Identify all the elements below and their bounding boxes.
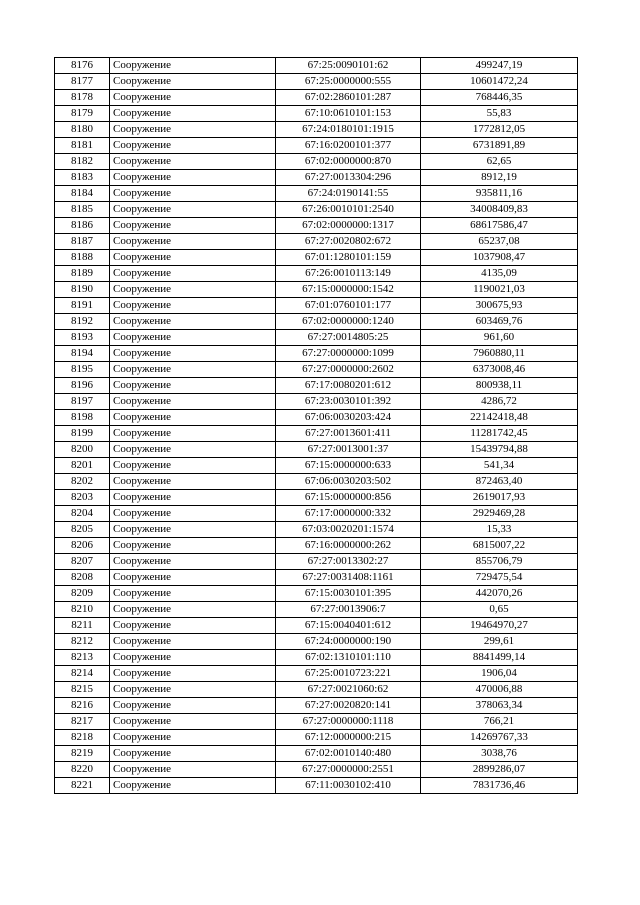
row-number-cell: 8191 [55, 298, 110, 314]
object-type-cell: Сооружение [110, 698, 276, 714]
table-row [55, 74, 578, 90]
table-row [55, 442, 578, 458]
cadastral-number-cell: 67:11:0030102:410 [276, 778, 421, 794]
cadastral-number-cell: 67:27:0013304:296 [276, 170, 421, 186]
object-type-cell: Сооружение [110, 154, 276, 170]
table-row [55, 618, 578, 634]
cadastral-value-cell: 1906,04 [421, 666, 578, 682]
row-number-cell: 8213 [55, 650, 110, 666]
cadastral-number-cell: 67:27:0000000:1099 [276, 346, 421, 362]
row-number-cell: 8211 [55, 618, 110, 634]
table-row [55, 202, 578, 218]
object-type-cell: Сооружение [110, 554, 276, 570]
table-row [55, 234, 578, 250]
cadastral-number-cell: 67:15:0030101:395 [276, 586, 421, 602]
table-row [55, 522, 578, 538]
cadastral-value-cell: 442070,26 [421, 586, 578, 602]
cadastral-value-cell: 6373008,46 [421, 362, 578, 378]
cadastral-value-cell: 7831736,46 [421, 778, 578, 794]
cadastral-number-cell: 67:24:0180101:1915 [276, 122, 421, 138]
cadastral-value-cell: 15,33 [421, 522, 578, 538]
cadastral-number-cell: 67:25:0010723:221 [276, 666, 421, 682]
object-type-cell: Сооружение [110, 378, 276, 394]
cadastral-value-cell: 3038,76 [421, 746, 578, 762]
table-row [55, 250, 578, 266]
cadastral-value-cell: 1190021,03 [421, 282, 578, 298]
object-type-cell: Сооружение [110, 74, 276, 90]
row-number-cell: 8186 [55, 218, 110, 234]
cadastral-number-cell: 67:02:0000000:1240 [276, 314, 421, 330]
row-number-cell: 8180 [55, 122, 110, 138]
table-row [55, 330, 578, 346]
object-type-cell: Сооружение [110, 746, 276, 762]
row-number-cell: 8195 [55, 362, 110, 378]
row-number-cell: 8177 [55, 74, 110, 90]
object-type-cell: Сооружение [110, 394, 276, 410]
cadastral-value-cell: 766,21 [421, 714, 578, 730]
table-row [55, 714, 578, 730]
table-row [55, 666, 578, 682]
cadastral-value-cell: 300675,93 [421, 298, 578, 314]
row-number-cell: 8215 [55, 682, 110, 698]
table-row [55, 282, 578, 298]
table-row [55, 346, 578, 362]
object-type-cell: Сооружение [110, 522, 276, 538]
cadastral-number-cell: 67:12:0000000:215 [276, 730, 421, 746]
row-number-cell: 8193 [55, 330, 110, 346]
cadastral-value-cell: 11281742,45 [421, 426, 578, 442]
object-type-cell: Сооружение [110, 298, 276, 314]
row-number-cell: 8178 [55, 90, 110, 106]
row-number-cell: 8208 [55, 570, 110, 586]
cadastral-value-cell: 14269767,33 [421, 730, 578, 746]
cadastral-value-cell: 872463,40 [421, 474, 578, 490]
table-row [55, 458, 578, 474]
table-row [55, 378, 578, 394]
row-number-cell: 8190 [55, 282, 110, 298]
table-row [55, 586, 578, 602]
object-type-cell: Сооружение [110, 234, 276, 250]
object-type-cell: Сооружение [110, 90, 276, 106]
row-number-cell: 8184 [55, 186, 110, 202]
cadastral-number-cell: 67:02:1310101:110 [276, 650, 421, 666]
row-number-cell: 8198 [55, 410, 110, 426]
cadastral-number-cell: 67:25:0000000:555 [276, 74, 421, 90]
row-number-cell: 8179 [55, 106, 110, 122]
table-row [55, 90, 578, 106]
cadastral-value-cell: 603469,76 [421, 314, 578, 330]
cadastral-value-cell: 470006,88 [421, 682, 578, 698]
row-number-cell: 8192 [55, 314, 110, 330]
row-number-cell: 8220 [55, 762, 110, 778]
object-type-cell: Сооружение [110, 666, 276, 682]
object-type-cell: Сооружение [110, 682, 276, 698]
registry-table-body [55, 58, 578, 794]
object-type-cell: Сооружение [110, 570, 276, 586]
cadastral-value-cell: 34008409,83 [421, 202, 578, 218]
cadastral-value-cell: 22142418,48 [421, 410, 578, 426]
cadastral-value-cell: 7960880,11 [421, 346, 578, 362]
cadastral-number-cell: 67:27:0014805:25 [276, 330, 421, 346]
object-type-cell: Сооружение [110, 650, 276, 666]
row-number-cell: 8210 [55, 602, 110, 618]
object-type-cell: Сооружение [110, 458, 276, 474]
cadastral-value-cell: 10601472,24 [421, 74, 578, 90]
row-number-cell: 8200 [55, 442, 110, 458]
cadastral-number-cell: 67:15:0000000:1542 [276, 282, 421, 298]
cadastral-number-cell: 67:15:0000000:856 [276, 490, 421, 506]
cadastral-number-cell: 67:24:0190141:55 [276, 186, 421, 202]
cadastral-number-cell: 67:16:0200101:377 [276, 138, 421, 154]
object-type-cell: Сооружение [110, 714, 276, 730]
cadastral-value-cell: 0,65 [421, 602, 578, 618]
table-row [55, 538, 578, 554]
object-type-cell: Сооружение [110, 138, 276, 154]
cadastral-value-cell: 729475,54 [421, 570, 578, 586]
cadastral-value-cell: 6815007,22 [421, 538, 578, 554]
row-number-cell: 8212 [55, 634, 110, 650]
table-row [55, 570, 578, 586]
table-row [55, 106, 578, 122]
object-type-cell: Сооружение [110, 474, 276, 490]
table-row [55, 490, 578, 506]
table-row [55, 298, 578, 314]
row-number-cell: 8196 [55, 378, 110, 394]
row-number-cell: 8219 [55, 746, 110, 762]
cadastral-number-cell: 67:06:0030203:502 [276, 474, 421, 490]
row-number-cell: 8185 [55, 202, 110, 218]
row-number-cell: 8214 [55, 666, 110, 682]
row-number-cell: 8216 [55, 698, 110, 714]
cadastral-number-cell: 67:02:0000000:870 [276, 154, 421, 170]
table-row [55, 186, 578, 202]
table-row [55, 314, 578, 330]
cadastral-value-cell: 1772812,05 [421, 122, 578, 138]
object-type-cell: Сооружение [110, 250, 276, 266]
cadastral-value-cell: 8841499,14 [421, 650, 578, 666]
cadastral-value-cell: 961,60 [421, 330, 578, 346]
cadastral-number-cell: 67:27:0000000:1118 [276, 714, 421, 730]
cadastral-number-cell: 67:24:0000000:190 [276, 634, 421, 650]
object-type-cell: Сооружение [110, 730, 276, 746]
object-type-cell: Сооружение [110, 346, 276, 362]
row-number-cell: 8194 [55, 346, 110, 362]
cadastral-value-cell: 1037908,47 [421, 250, 578, 266]
cadastral-number-cell: 67:25:0090101:62 [276, 58, 421, 74]
object-type-cell: Сооружение [110, 330, 276, 346]
object-type-cell: Сооружение [110, 778, 276, 794]
row-number-cell: 8205 [55, 522, 110, 538]
cadastral-value-cell: 62,65 [421, 154, 578, 170]
object-type-cell: Сооружение [110, 442, 276, 458]
table-row [55, 778, 578, 794]
table-row [55, 218, 578, 234]
object-type-cell: Сооружение [110, 282, 276, 298]
object-type-cell: Сооружение [110, 634, 276, 650]
cadastral-number-cell: 67:17:0080201:612 [276, 378, 421, 394]
cadastral-value-cell: 541,34 [421, 458, 578, 474]
cadastral-number-cell: 67:27:0031408:1161 [276, 570, 421, 586]
table-row [55, 698, 578, 714]
table-row [55, 410, 578, 426]
cadastral-value-cell: 299,61 [421, 634, 578, 650]
row-number-cell: 8209 [55, 586, 110, 602]
cadastral-number-cell: 67:27:0013302:27 [276, 554, 421, 570]
cadastral-value-cell: 800938,11 [421, 378, 578, 394]
object-type-cell: Сооружение [110, 58, 276, 74]
object-type-cell: Сооружение [110, 538, 276, 554]
table-row [55, 154, 578, 170]
table-row [55, 650, 578, 666]
cadastral-number-cell: 67:27:0013906:7 [276, 602, 421, 618]
table-row [55, 474, 578, 490]
cadastral-value-cell: 68617586,47 [421, 218, 578, 234]
cadastral-number-cell: 67:27:0000000:2602 [276, 362, 421, 378]
object-type-cell: Сооружение [110, 266, 276, 282]
cadastral-value-cell: 855706,79 [421, 554, 578, 570]
cadastral-number-cell: 67:15:0040401:612 [276, 618, 421, 634]
table-row [55, 554, 578, 570]
object-type-cell: Сооружение [110, 106, 276, 122]
cadastral-number-cell: 67:02:0010140:480 [276, 746, 421, 762]
cadastral-number-cell: 67:27:0013001:37 [276, 442, 421, 458]
row-number-cell: 8202 [55, 474, 110, 490]
cadastral-number-cell: 67:26:0010101:2540 [276, 202, 421, 218]
table-row [55, 730, 578, 746]
cadastral-number-cell: 67:23:0030101:392 [276, 394, 421, 410]
table-row [55, 602, 578, 618]
row-number-cell: 8188 [55, 250, 110, 266]
object-type-cell: Сооружение [110, 362, 276, 378]
row-number-cell: 8183 [55, 170, 110, 186]
object-type-cell: Сооружение [110, 170, 276, 186]
row-number-cell: 8221 [55, 778, 110, 794]
cadastral-value-cell: 4135,09 [421, 266, 578, 282]
cadastral-value-cell: 768446,35 [421, 90, 578, 106]
table-row [55, 394, 578, 410]
table-row [55, 682, 578, 698]
row-number-cell: 8197 [55, 394, 110, 410]
cadastral-value-cell: 4286,72 [421, 394, 578, 410]
row-number-cell: 8204 [55, 506, 110, 522]
cadastral-value-cell: 8912,19 [421, 170, 578, 186]
object-type-cell: Сооружение [110, 218, 276, 234]
table-row [55, 266, 578, 282]
cadastral-value-cell: 2899286,07 [421, 762, 578, 778]
cadastral-value-cell: 378063,34 [421, 698, 578, 714]
object-type-cell: Сооружение [110, 762, 276, 778]
row-number-cell: 8176 [55, 58, 110, 74]
row-number-cell: 8182 [55, 154, 110, 170]
cadastral-number-cell: 67:01:0760101:177 [276, 298, 421, 314]
row-number-cell: 8206 [55, 538, 110, 554]
row-number-cell: 8217 [55, 714, 110, 730]
cadastral-number-cell: 67:01:1280101:159 [276, 250, 421, 266]
table-row [55, 634, 578, 650]
table-row [55, 138, 578, 154]
object-type-cell: Сооружение [110, 602, 276, 618]
cadastral-number-cell: 67:17:0000000:332 [276, 506, 421, 522]
object-type-cell: Сооружение [110, 490, 276, 506]
cadastral-value-cell: 2929469,28 [421, 506, 578, 522]
object-type-cell: Сооружение [110, 186, 276, 202]
cadastral-value-cell: 65237,08 [421, 234, 578, 250]
cadastral-number-cell: 67:06:0030203:424 [276, 410, 421, 426]
table-row [55, 362, 578, 378]
cadastral-number-cell: 67:02:0000000:1317 [276, 218, 421, 234]
cadastral-number-cell: 67:26:0010113:149 [276, 266, 421, 282]
table-row [55, 746, 578, 762]
object-type-cell: Сооружение [110, 426, 276, 442]
row-number-cell: 8199 [55, 426, 110, 442]
cadastral-number-cell: 67:27:0020820:141 [276, 698, 421, 714]
cadastral-value-cell: 499247,19 [421, 58, 578, 74]
object-type-cell: Сооружение [110, 410, 276, 426]
cadastral-number-cell: 67:02:2860101:287 [276, 90, 421, 106]
table-row [55, 122, 578, 138]
object-type-cell: Сооружение [110, 122, 276, 138]
cadastral-value-cell: 55,83 [421, 106, 578, 122]
cadastral-number-cell: 67:15:0000000:633 [276, 458, 421, 474]
object-type-cell: Сооружение [110, 618, 276, 634]
cadastral-number-cell: 67:27:0020802:672 [276, 234, 421, 250]
cadastral-value-cell: 19464970,27 [421, 618, 578, 634]
cadastral-value-cell: 935811,16 [421, 186, 578, 202]
row-number-cell: 8181 [55, 138, 110, 154]
object-type-cell: Сооружение [110, 586, 276, 602]
row-number-cell: 8207 [55, 554, 110, 570]
cadastral-value-cell: 15439794,88 [421, 442, 578, 458]
cadastral-number-cell: 67:27:0021060:62 [276, 682, 421, 698]
row-number-cell: 8187 [55, 234, 110, 250]
cadastral-value-cell: 6731891,89 [421, 138, 578, 154]
object-type-cell: Сооружение [110, 506, 276, 522]
row-number-cell: 8201 [55, 458, 110, 474]
object-type-cell: Сооружение [110, 314, 276, 330]
table-row [55, 506, 578, 522]
table-row [55, 170, 578, 186]
table-row [55, 426, 578, 442]
cadastral-number-cell: 67:27:0000000:2551 [276, 762, 421, 778]
table-row [55, 762, 578, 778]
cadastral-number-cell: 67:03:0020201:1574 [276, 522, 421, 538]
row-number-cell: 8218 [55, 730, 110, 746]
cadastral-number-cell: 67:10:0610101:153 [276, 106, 421, 122]
row-number-cell: 8203 [55, 490, 110, 506]
row-number-cell: 8189 [55, 266, 110, 282]
cadastral-number-cell: 67:27:0013601:411 [276, 426, 421, 442]
cadastral-value-cell: 2619017,93 [421, 490, 578, 506]
cadastral-number-cell: 67:16:0000000:262 [276, 538, 421, 554]
registry-table [54, 57, 578, 794]
table-row [55, 58, 578, 74]
object-type-cell: Сооружение [110, 202, 276, 218]
